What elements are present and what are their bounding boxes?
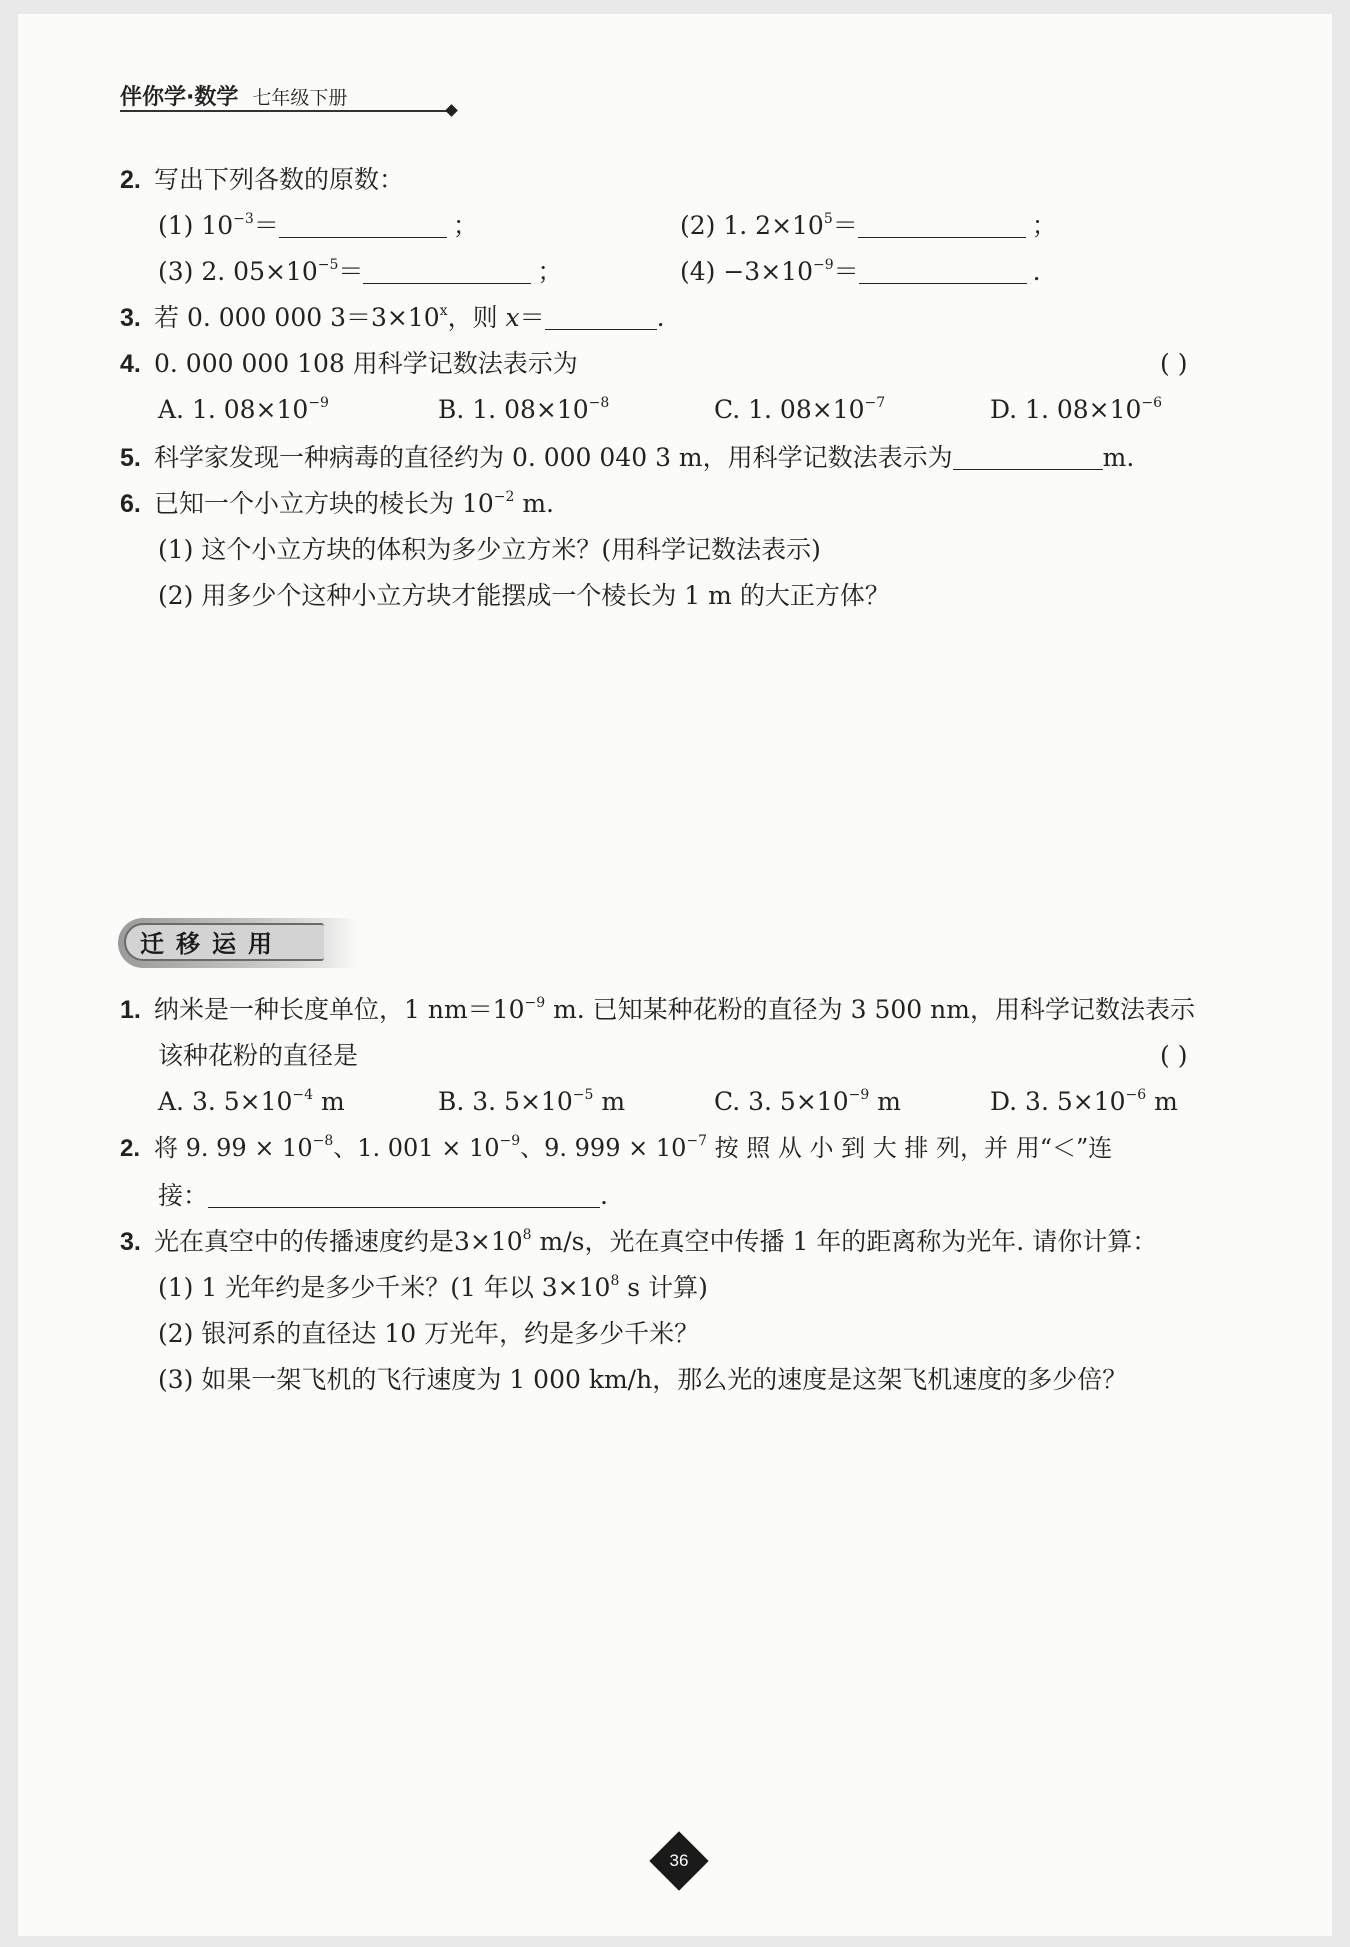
transfer-question-1: 1. 纳米是一种长度单位，1 $nm=10^{-9}$ m. 已知某种花粉的直径为 3 500 nm，用科学记数法表示	[120, 995, 1195, 1024]
answer-bracket[interactable]: ( )	[1160, 349, 1188, 378]
question-5: 5. 科学家发现一种病毒的直径约为 0. 000 040 3 m，用科学记数法表示为 m.	[120, 443, 1135, 472]
answer-blank[interactable]	[279, 211, 447, 238]
option-a[interactable]: A. 1. $08\times 10^{-9}$	[158, 395, 329, 424]
question-4: 4. 0. 000 000 108 用科学记数法表示为	[120, 349, 578, 378]
transfer-question-3-part-1: (1) 1 光年约是多少千米？(1 年以 $3\times 10^8$ s 计算)	[158, 1273, 708, 1302]
transfer-question-3: 3. 光在真空中的传播速度约是$3\times 10^8$ m/s，光在真空中传播 1 年的距离称为光年. 请你计算：	[120, 1227, 1158, 1256]
option-b[interactable]: B. 1. $08\times 10^{-8}$	[438, 395, 610, 424]
question-2-part-1: (1) $10^{-3}=$ ；	[158, 211, 478, 240]
option-c[interactable]: C. 3. $5\times 10^{-9}$ m	[714, 1087, 901, 1116]
transfer-question-2-line-2: 接： .	[158, 1181, 608, 1210]
option-d[interactable]: D. 1. $08\times 10^{-6}$	[990, 395, 1163, 424]
transfer-question-3-part-2: (2) 银河系的直径达 10 万光年，约是多少千米？	[158, 1319, 700, 1348]
section-header	[118, 918, 358, 968]
option-b[interactable]: B. 3. $5\times 10^{-5}$ m	[438, 1087, 626, 1116]
option-a[interactable]: A. 3. $5\times 10^{-4}$ m	[158, 1087, 345, 1116]
header-rule	[120, 110, 450, 112]
answer-blank[interactable]	[208, 1181, 600, 1208]
transfer-question-2: 2. 将 9. $99 \times 10^{-8}$、1. $001 \times 10^{-9}$、9. $999 \times 10^{-7}$ 按 照 从 小 到 大 排 列，并 用“＜”连	[120, 1133, 1113, 1162]
question-3: 3. 若 0. 000 000 $3=3\times 10^x$，则 x＝ .	[120, 303, 665, 332]
transfer-question-1-line-2: 该种花粉的直径是	[158, 1041, 359, 1070]
question-2-part-2: (2) 1. $2\times 10^5=$ ；	[680, 211, 1057, 240]
answer-blank[interactable]	[953, 443, 1103, 470]
option-d[interactable]: D. 3. $5\times 10^{-6}$ m	[990, 1087, 1178, 1116]
answer-blank[interactable]	[858, 211, 1026, 238]
transfer-question-3-part-3: (3) 如果一架飞机的飞行速度为 1 000 km/h，那么光的速度是这架飞机速度的多少倍？	[158, 1365, 1128, 1394]
question-2	[120, 162, 404, 198]
question-2-part-3: (3) 2. $05\times 10^{-5}=$ ；	[158, 257, 563, 286]
option-c[interactable]: C. 1. $08\times 10^{-7}$	[714, 395, 886, 424]
page-number: 36	[669, 1851, 689, 1870]
answer-bracket[interactable]: ( )	[1160, 1041, 1188, 1070]
section-title: 迁移运用	[124, 923, 324, 961]
answer-blank[interactable]	[545, 303, 657, 330]
question-stem: 写出下列各数的原数：	[154, 165, 405, 194]
header-title: 伴你学·数学	[120, 85, 239, 110]
answer-blank[interactable]	[859, 257, 1027, 284]
question-6-part-2: (2) 用多少个这种小立方块才能摆成一个棱长为 1 m 的大正方体？	[158, 581, 890, 610]
question-6-part-1: (1) 这个小立方块的体积为多少立方米？(用科学记数法表示)	[158, 535, 821, 564]
page-header	[120, 82, 347, 112]
question-2-part-4: $(4) -3\times 10^{-9}=$ .	[680, 257, 1041, 286]
question-number: 2.	[120, 166, 141, 194]
question-6: 6. 已知一个小立方块的棱长为 $10^{-2}$ m.	[120, 489, 555, 518]
answer-blank[interactable]	[363, 257, 531, 284]
header-subtitle: 七年级下册	[252, 87, 348, 109]
